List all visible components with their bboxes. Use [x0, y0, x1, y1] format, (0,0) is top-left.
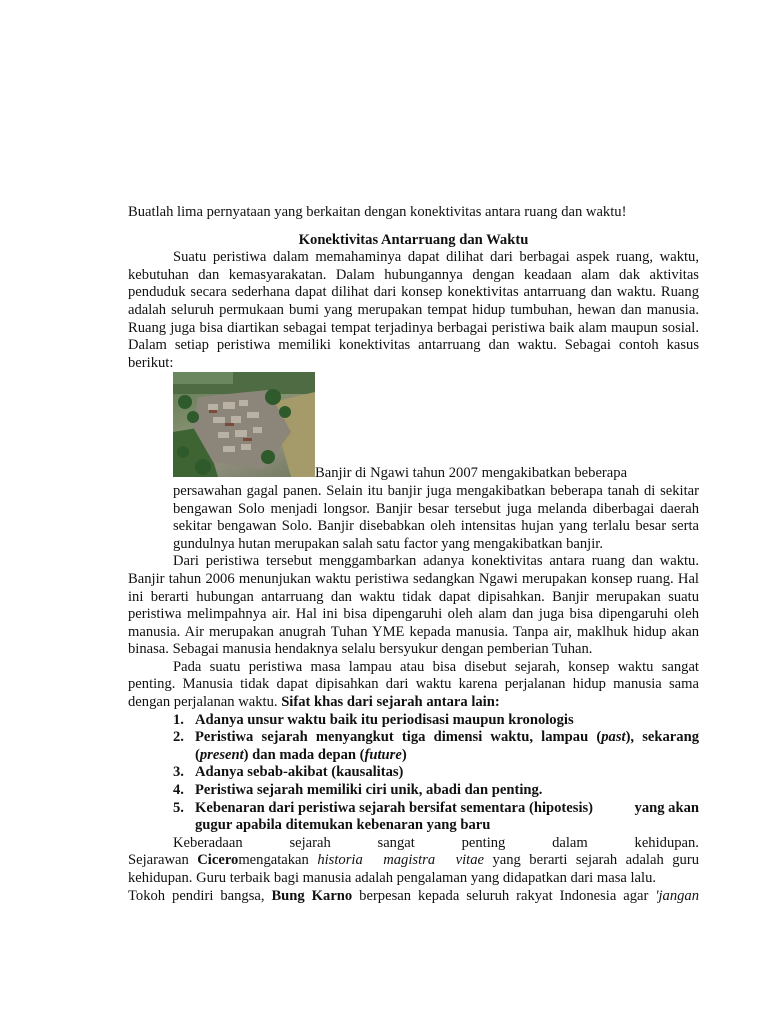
list-number: 4. [173, 782, 184, 799]
list-item-line [195, 800, 699, 818]
bung-karno-name: Bung Karno [271, 887, 353, 904]
closing-text: Tokoh pendiri bangsa, [128, 887, 272, 904]
list-item-text: ), sekarang ( [195, 729, 699, 763]
list-item-term: present [199, 746, 244, 763]
list-item [128, 712, 699, 730]
list-item-text: ) [401, 746, 407, 763]
list-item-text: Peristiwa sejarah memiliki ciri unik, abadi dan penting. [195, 782, 543, 799]
closing-line-1 [128, 835, 699, 853]
list-item-text: ) dan mada depan ( [243, 746, 365, 763]
list-number: 5. [173, 799, 184, 816]
closing-line-3: kehidupan. Guru terbaik bagi manusia adalah pengalaman yang didapatkan dari masa lalu. [128, 870, 657, 886]
closing-text: berpesan kepada seluruh rakyat Indonesia agar [352, 887, 656, 904]
section-title: Konektivitas Antarruang dan Waktu [298, 231, 529, 248]
document-body [128, 204, 699, 905]
list-item [128, 764, 699, 782]
list-item-term: future [364, 746, 402, 763]
ngawi-flood-photo [173, 372, 315, 477]
quote-start: 'jangan [655, 887, 700, 904]
flood-case-first-line-text: Banjir di Ngawi tahun 2007 mengakibatkan beberapa [315, 465, 628, 482]
cicero-name: Cicero [197, 852, 239, 869]
closing-line-2 [128, 852, 699, 870]
closing-word: penting [461, 834, 506, 851]
list-number: 3. [173, 764, 184, 781]
list-item-text: Kebenaran dari peristiwa sejarah bersifat sementara (hipotesis) [195, 799, 594, 816]
list-item-text: Peristiwa sejarah menyangkut tiga dimensi waktu, lampau ( [195, 729, 602, 746]
history-paragraph [128, 659, 699, 712]
closing-word: sejarah [289, 834, 331, 851]
history-heading: Sifat khas dari sejarah antara lain: [281, 694, 500, 711]
closing-text: yang berarti sejarah adalah guru [483, 852, 699, 869]
flood-case-rest: persawahan gagal panen. Selain itu banjir juga mengakibatkan beberapa tanah di sekitar bengawan Solo menjadi longsor. Banjir besar tersebut juga melanda diberbagai daerah sekitar bengawan Solo. Banjir disebabkan oleh intensitas hujan yang terlalu besar serta gundulnya hutan merupakan salah satu factor yang mengakibatkan banjir. [173, 482, 699, 552]
list-item [128, 800, 699, 835]
list-item [128, 782, 699, 800]
closing-word: kehidupan. [634, 834, 699, 851]
list-item-text: Adanya sebab-akibat (kausalitas) [195, 764, 404, 781]
closing-word: dalam [552, 834, 588, 851]
list-number: 1. [173, 711, 184, 728]
analysis-paragraph: Dari peristiwa tersebut menggambarkan adanya konektivitas antara ruang dan waktu. Banjir tahun 2006 menunjukan waktu peristiwa sedangkan Ngawi merupakan konsep ruang. Hal ini berarti hubungan antarruang dan waktu tidak dapat dipisahkan. Banjir merupakan suatu peristiwa melimpahnya air. Hal ini bisa dipengaruhi oleh alam dan juga bisa dipengaruhi oleh manusia. Air merupakan anugrah Tuhan YME kepada manusia. Tanpa air, maklhuk hidup akan binasa. Sebagai manusia hendaknya selalu bersyukur dengan pemberian Tuhan. [128, 553, 699, 658]
flood-case-first-line [173, 372, 699, 483]
list-item-text: yang akan [634, 799, 699, 816]
history-features-list [128, 712, 699, 835]
closing-text: Sejarawan [128, 852, 198, 869]
list-item-text: Adanya unsur waktu baik itu periodisasi maupun kronologis [195, 711, 574, 728]
list-item-continuation: gugur apabila ditemukan kebenaran yang baru [195, 817, 491, 834]
list-number: 2. [173, 729, 184, 746]
closing-word: Keberadaan [173, 834, 243, 851]
closing-word: sangat [377, 834, 415, 851]
closing-line-4 [128, 888, 699, 906]
latin-phrase: historia magistra vitae [317, 852, 484, 869]
list-item [128, 729, 699, 764]
history-intro-text: Pada suatu peristiwa masa lampau atau bisa disebut sejarah, konsep waktu sangat penting. Manusia tidak dapat dipisahkan dari waktu karena perjalanan hidup manusia sama dengan perjalanan waktu. [128, 658, 699, 711]
list-item-term: past [601, 729, 626, 746]
intro-paragraph: Suatu peristiwa dalam memahaminya dapat dilihat dari berbagai aspek ruang, waktu, kebutuhan dan kemasyarakatan. Dalam hubungannya dengan keadaan alam dak aktivitas penduduk secara sederhana dapat dilihat dari konsep konektivitas antarruang dan waktu. Ruang adalah seluruh permukaan bumi yang merupakan tempat hidup tumbuhan, hewan dan manusia. Ruang juga bisa diartikan sebagai tempat terjadinya berbagai peristiwa baik alam maupun sosial. Dalam setiap peristiwa memiliki konektivitas antarruang dan waktu. Sebagai contoh kasus berikut: [128, 249, 699, 371]
instruction-text: Buatlah lima pernyataan yang berkaitan dengan konektivitas antara ruang dan waktu! [128, 204, 627, 220]
closing-text: mengatakan [238, 852, 318, 869]
